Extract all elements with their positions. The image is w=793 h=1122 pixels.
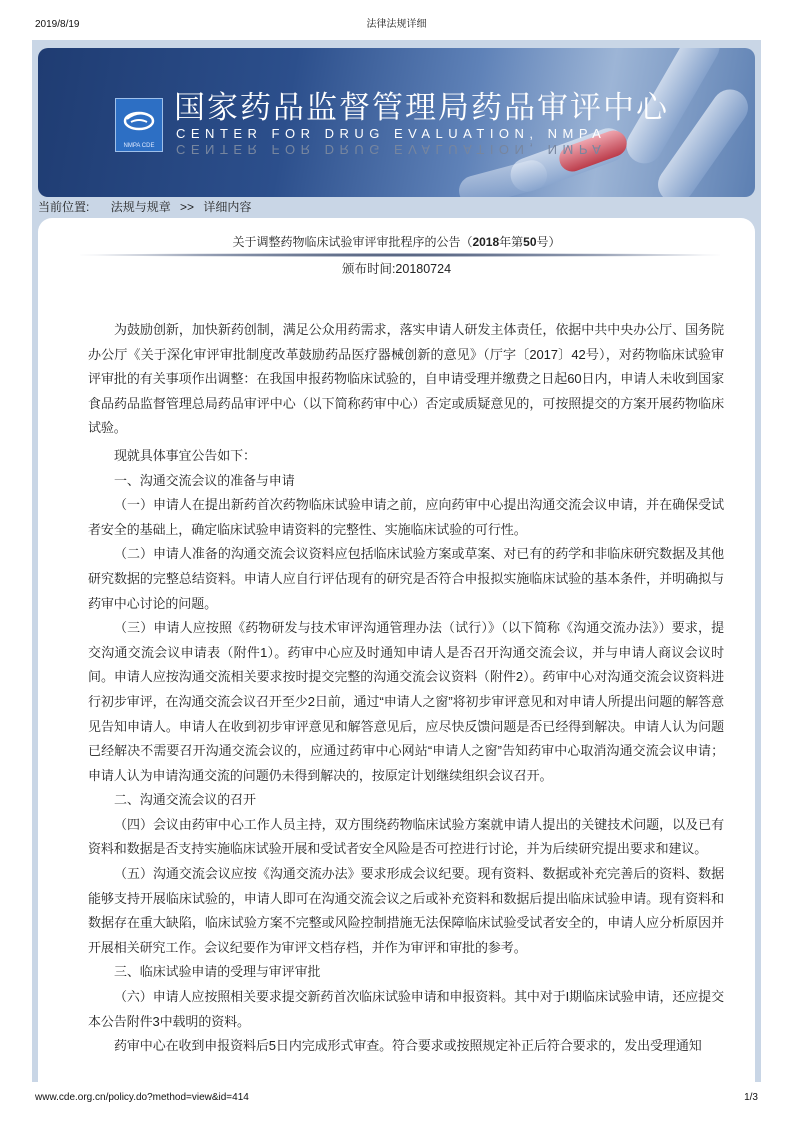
title-divider [80,253,720,257]
section-heading: 一、沟通交流会议的准备与申请 [114,472,295,488]
print-page-title: 法律法规详细 [366,19,427,30]
page-url: www.cde.org.cn/policy.do?method=view&id=414 [35,1092,249,1103]
paragraph: 药审中心在收到申报资料后5日内完成形式审查。符合要求或按照规定补正后符合要求的，发出受理通知 [114,1038,702,1054]
paragraph: （三）申请人应按照《药物研发与技术审评沟通管理办法（试行）》（以下简称《沟通交流办法》）要求，提交沟通交流会议申请表（附件1）。药审中心应及时通知申请人是否召开沟通交流会议，并与申请人商议会议时间。申请人应按沟通交流相关要求按时提交完整的沟通交流会议资料（附件2）。药审中心对沟通交流会议资料进行初步审评，在沟通交流会议召开至少2日前，通过“申请人之窗”将初步审评意见和对申请人所提出问题的解答意见告知申请人。申请人在收到初步审评意见和解答意见后，应尽快反馈问题是否已经得到解决。申请人认为问题已经解决不需要召开沟通交流会议的，应通过药审中心网站“申请人之窗”告知药审中心取消沟通交流会议申请；申请人认为申请沟通交流的问题仍未得到解决的，按原定计划继续组织会议召开。 [88,620,724,783]
section-heading: 二、沟通交流会议的召开 [114,792,256,808]
title-year: 2018 [472,235,500,249]
section-heading: 三、临床试验申请的受理与审评审批 [114,964,321,980]
title-mid: 年第 [499,235,524,249]
paragraph: 为鼓励创新，加快新药创制，满足公众用药需求，落实申请人研发主体责任，依据中共中央办公厅、国务院办公厅《关于深化审评审批制度改革鼓励药品医疗器械创新的意见》（厅字〔2017〕42号），对药物临床试验审评审批的有关事项作出调整：在我国申报药物临床试验的，自申请受理并缴费之日起60日内，申请人未收到国家食品药品监督管理总局药品审评中心（以下简称药审中心）否定或质疑意见的，可按照提交的方案开展药物临床试验。 [88,322,724,436]
publish-time: 颁布时间:20180724 [341,262,452,276]
site-title-en: CENTER FOR DRUG EVALUATION, NMPA [176,126,607,141]
paragraph: （五）沟通交流会议应按《沟通交流办法》要求形成会议纪要。现有资料、数据或补充完善后的资料、数据能够支持开展临床试验的，申请人即可在沟通交流会议之后或补充资料和数据后提出临床试验申请。现有资料和数据存在重大缺陷，临床试验方案不完整或风险控制措施无法保障临床试验受试者安全的，申请人应分析原因并开展相关研究工作。会议纪要作为审评文档存档，并作为审评和审批的参考。 [88,866,724,955]
title-prefix: 关于调整药物临床试验审评审批程序的公告（ [232,235,473,249]
logo-text: NMPA CDE [123,143,155,149]
breadcrumb-separator: >> [180,200,195,214]
capsule-decoration [456,157,551,197]
breadcrumb-item-detail: 详细内容 [203,200,252,214]
paragraph: （一）申请人在提出新药首次药物临床试验申请之前，应向药审中心提出沟通交流会议申请，并在确保受试者安全的基础上，确定临床试验申请资料的完整性、实施临床试验的可行性。 [88,497,724,537]
paragraph: 现就具体事宜公告如下： [114,447,256,463]
breadcrumb-item-regulations[interactable]: 法规与规章 [110,200,171,214]
paragraph: （四）会议由药审中心工作人员主持，双方围绕药物临床试验方案就申请人提出的关键技术问题，以及已有资料和数据是否支持实施临床试验开展和受试者安全风险是否可控进行讨论，并为后续研究提出要求和建议。 [88,816,724,857]
site-title-cn: 国家药品监督管理局药品审评中心 [174,90,669,126]
article-title [0,234,793,250]
print-date: 2019/8/19 [35,19,80,30]
logo-emblem-icon [122,107,156,133]
site-title-en-reflection: CENTER FOR DRUG EVALUATION, NMPA [176,142,607,157]
article-body [88,318,724,1059]
paragraph: （二）申请人准备的沟通交流会议资料应包括临床试验方案或草案、对已有的药学和非临床研究数据及其他研究数据的完整总结资料。申请人应自行评估现有的研究是否符合申报拟实施临床试验的基本条件，并明确拟与药审中心讨论的问题。 [88,546,724,611]
title-suffix: 号） [536,235,561,249]
page-number: 1/3 [744,1092,758,1103]
cde-logo[interactable] [115,98,163,152]
title-number: 50 [523,235,537,249]
paragraph: （六）申请人应按照相关要求提交新药首次临床试验申请和申报资料。其中对于I期临床试验申请，还应提交本公告附件3中载明的资料。 [88,989,724,1029]
breadcrumb-label: 当前位置: [38,200,90,214]
breadcrumb [38,200,257,215]
